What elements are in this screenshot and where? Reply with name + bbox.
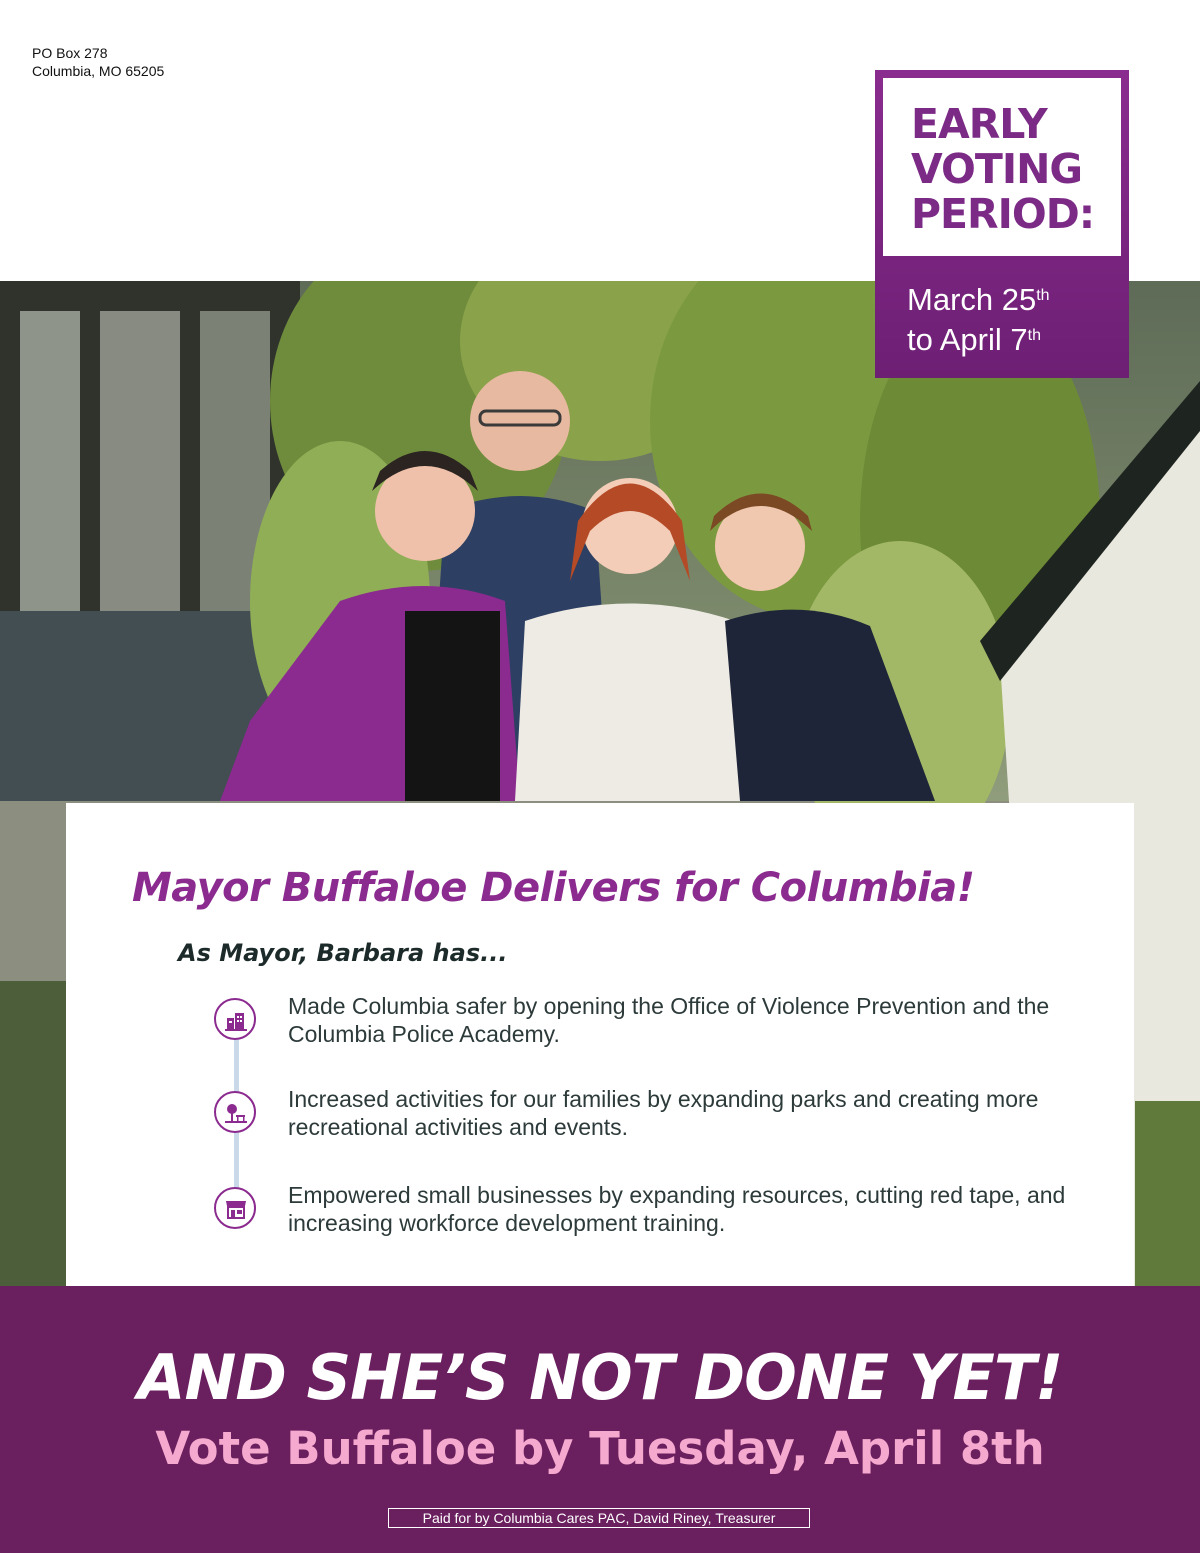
buildings-icon — [214, 998, 256, 1040]
accomplishment-text: Made Columbia safer by opening the Office of Violence Prevention and the Columbia Police Academy. — [288, 993, 1050, 1047]
end-date-text: to April 7 — [907, 322, 1028, 357]
return-address — [32, 44, 164, 80]
accomplishment-text: Empowered small businesses by expanding resources, cutting red tape, and increasing workforce development training. — [288, 1182, 1066, 1236]
early-voting-end-date — [907, 320, 1121, 360]
early-voting-title-line: PERIOD: — [911, 190, 1095, 238]
start-date-text: March 25 — [907, 282, 1037, 317]
early-voting-start-date — [907, 280, 1121, 320]
early-voting-title-panel — [883, 78, 1121, 256]
start-date-suffix: th — [1036, 287, 1050, 304]
storefront-icon — [214, 1187, 256, 1229]
end-date-suffix: th — [1027, 327, 1041, 344]
early-voting-title — [911, 102, 1121, 237]
accomplishment-text: Increased activities for our families by expanding parks and creating more recreational activities and events. — [288, 1086, 1039, 1140]
bottom-banner — [0, 1286, 1200, 1553]
banner-vote-call: Vote Buffaloe by Tuesday, April 8th — [155, 1422, 1045, 1475]
subhead: As Mayor, Barbara has... — [178, 939, 508, 967]
early-voting-box — [875, 70, 1129, 378]
return-address-line-1: PO Box 278 — [32, 45, 108, 61]
return-address-line-2: Columbia, MO 65205 — [32, 63, 165, 79]
accomplishments-card — [66, 803, 1134, 1326]
paid-for-disclaimer: Paid for by Columbia Cares PAC, David Riney, Treasurer — [388, 1508, 810, 1528]
banner-slogan: AND SHE’S NOT DONE YET! — [137, 1341, 1063, 1414]
park-icon — [214, 1091, 256, 1133]
early-voting-dates — [883, 256, 1121, 360]
early-voting-title-line: EARLY — [911, 100, 1047, 148]
headline: Mayor Buffaloe Delivers for Columbia! — [132, 865, 975, 911]
early-voting-title-line: VOTING — [911, 145, 1083, 193]
